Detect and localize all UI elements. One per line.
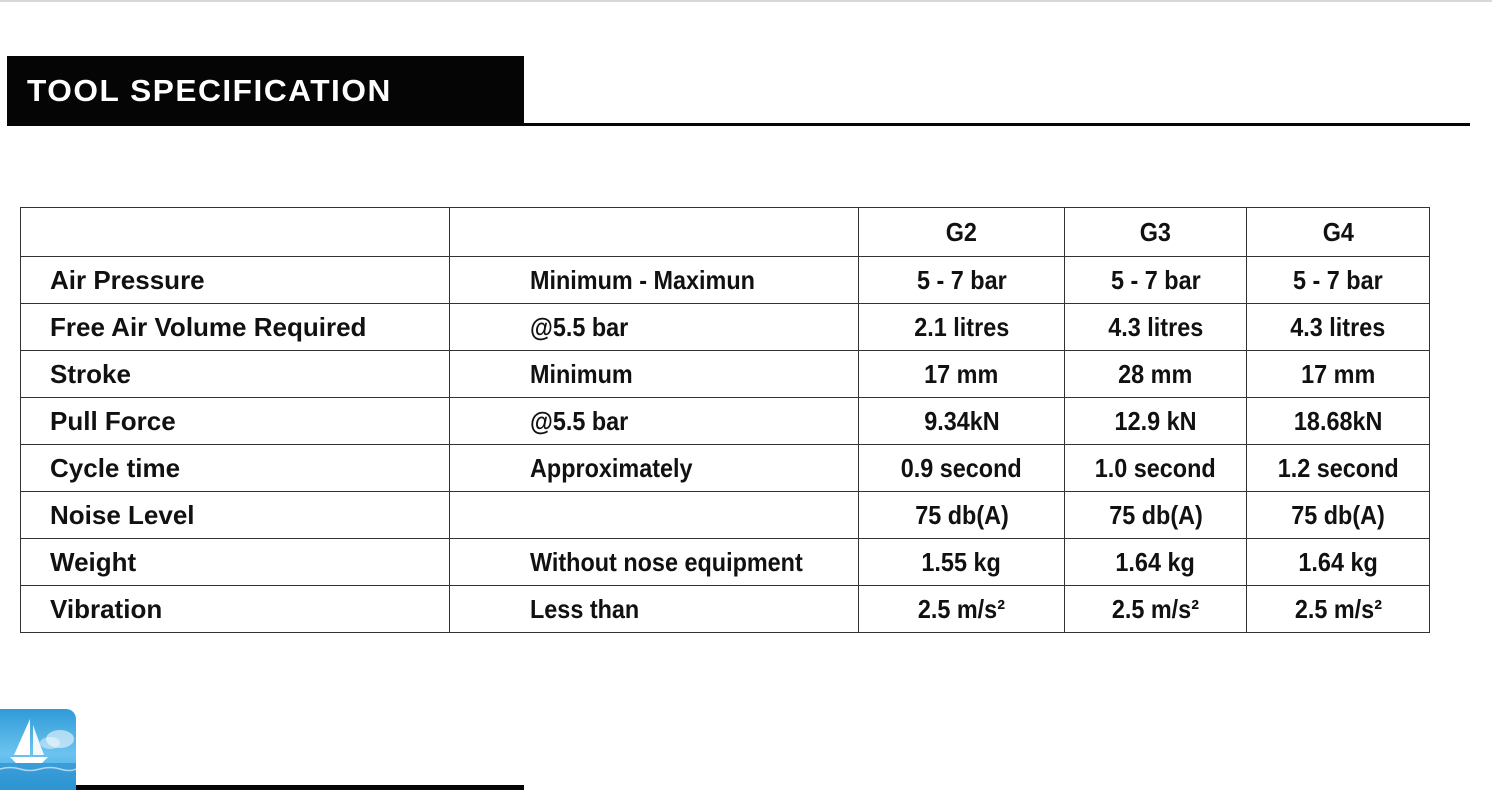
- param-name: Weight: [21, 539, 450, 586]
- header-cell-empty: [21, 208, 450, 257]
- value-cell: 17 mm: [1247, 351, 1430, 398]
- param-name: Free Air Volume Required: [21, 304, 450, 351]
- value-cell: 17 mm: [859, 351, 1065, 398]
- param-condition: Without nose equipment: [450, 539, 859, 586]
- value-cell: 5 - 7 bar: [859, 257, 1065, 304]
- bottom-underline: [76, 785, 524, 790]
- value-cell: 75 db(A): [859, 492, 1065, 539]
- value-cell: 0.9 second: [859, 445, 1065, 492]
- param-condition: @5.5 bar: [450, 398, 859, 445]
- param-name: Cycle time: [21, 445, 450, 492]
- param-condition: [450, 492, 859, 539]
- sailboat-icon: [0, 709, 76, 790]
- value-cell: 2.5 m/s²: [1247, 586, 1430, 633]
- table-row: [21, 445, 1430, 492]
- param-name: Air Pressure: [21, 257, 450, 304]
- value-cell: 5 - 7 bar: [1247, 257, 1430, 304]
- value-cell: 1.2 second: [1247, 445, 1430, 492]
- model-header: G3: [1065, 208, 1247, 257]
- value-cell: 1.64 kg: [1247, 539, 1430, 586]
- value-cell: 75 db(A): [1247, 492, 1430, 539]
- param-condition: Less than: [450, 586, 859, 633]
- header-cell-empty: [450, 208, 859, 257]
- value-cell: 5 - 7 bar: [1065, 257, 1247, 304]
- table-row: [21, 492, 1430, 539]
- value-cell: 2.5 m/s²: [859, 586, 1065, 633]
- param-condition: Approximately: [450, 445, 859, 492]
- param-name: Pull Force: [21, 398, 450, 445]
- param-name: Stroke: [21, 351, 450, 398]
- value-cell: 4.3 litres: [1247, 304, 1430, 351]
- value-cell: 4.3 litres: [1065, 304, 1247, 351]
- table-row: [21, 351, 1430, 398]
- table-row: [21, 539, 1430, 586]
- value-cell: 2.1 litres: [859, 304, 1065, 351]
- param-name: Vibration: [21, 586, 450, 633]
- table-row: [21, 304, 1430, 351]
- table-row: [21, 398, 1430, 445]
- model-header: G2: [859, 208, 1065, 257]
- table-row: [21, 586, 1430, 633]
- table-row: [21, 257, 1430, 304]
- section-header: [7, 56, 524, 126]
- value-cell: 1.0 second: [1065, 445, 1247, 492]
- value-cell: 1.64 kg: [1065, 539, 1247, 586]
- header-underline: [524, 123, 1470, 126]
- value-cell: 18.68kN: [1247, 398, 1430, 445]
- value-cell: 2.5 m/s²: [1065, 586, 1247, 633]
- value-cell: 75 db(A): [1065, 492, 1247, 539]
- value-cell: 28 mm: [1065, 351, 1247, 398]
- value-cell: 9.34kN: [859, 398, 1065, 445]
- param-condition: @5.5 bar: [450, 304, 859, 351]
- model-header: G4: [1247, 208, 1430, 257]
- param-name: Noise Level: [21, 492, 450, 539]
- table-header-row: [21, 208, 1430, 257]
- param-condition: Minimum: [450, 351, 859, 398]
- spec-table: [20, 207, 1430, 633]
- section-title: TOOL SPECIFICATION: [27, 73, 392, 108]
- param-condition: Minimum - Maximun: [450, 257, 859, 304]
- top-divider: [0, 0, 1492, 2]
- value-cell: 12.9 kN: [1065, 398, 1247, 445]
- value-cell: 1.55 kg: [859, 539, 1065, 586]
